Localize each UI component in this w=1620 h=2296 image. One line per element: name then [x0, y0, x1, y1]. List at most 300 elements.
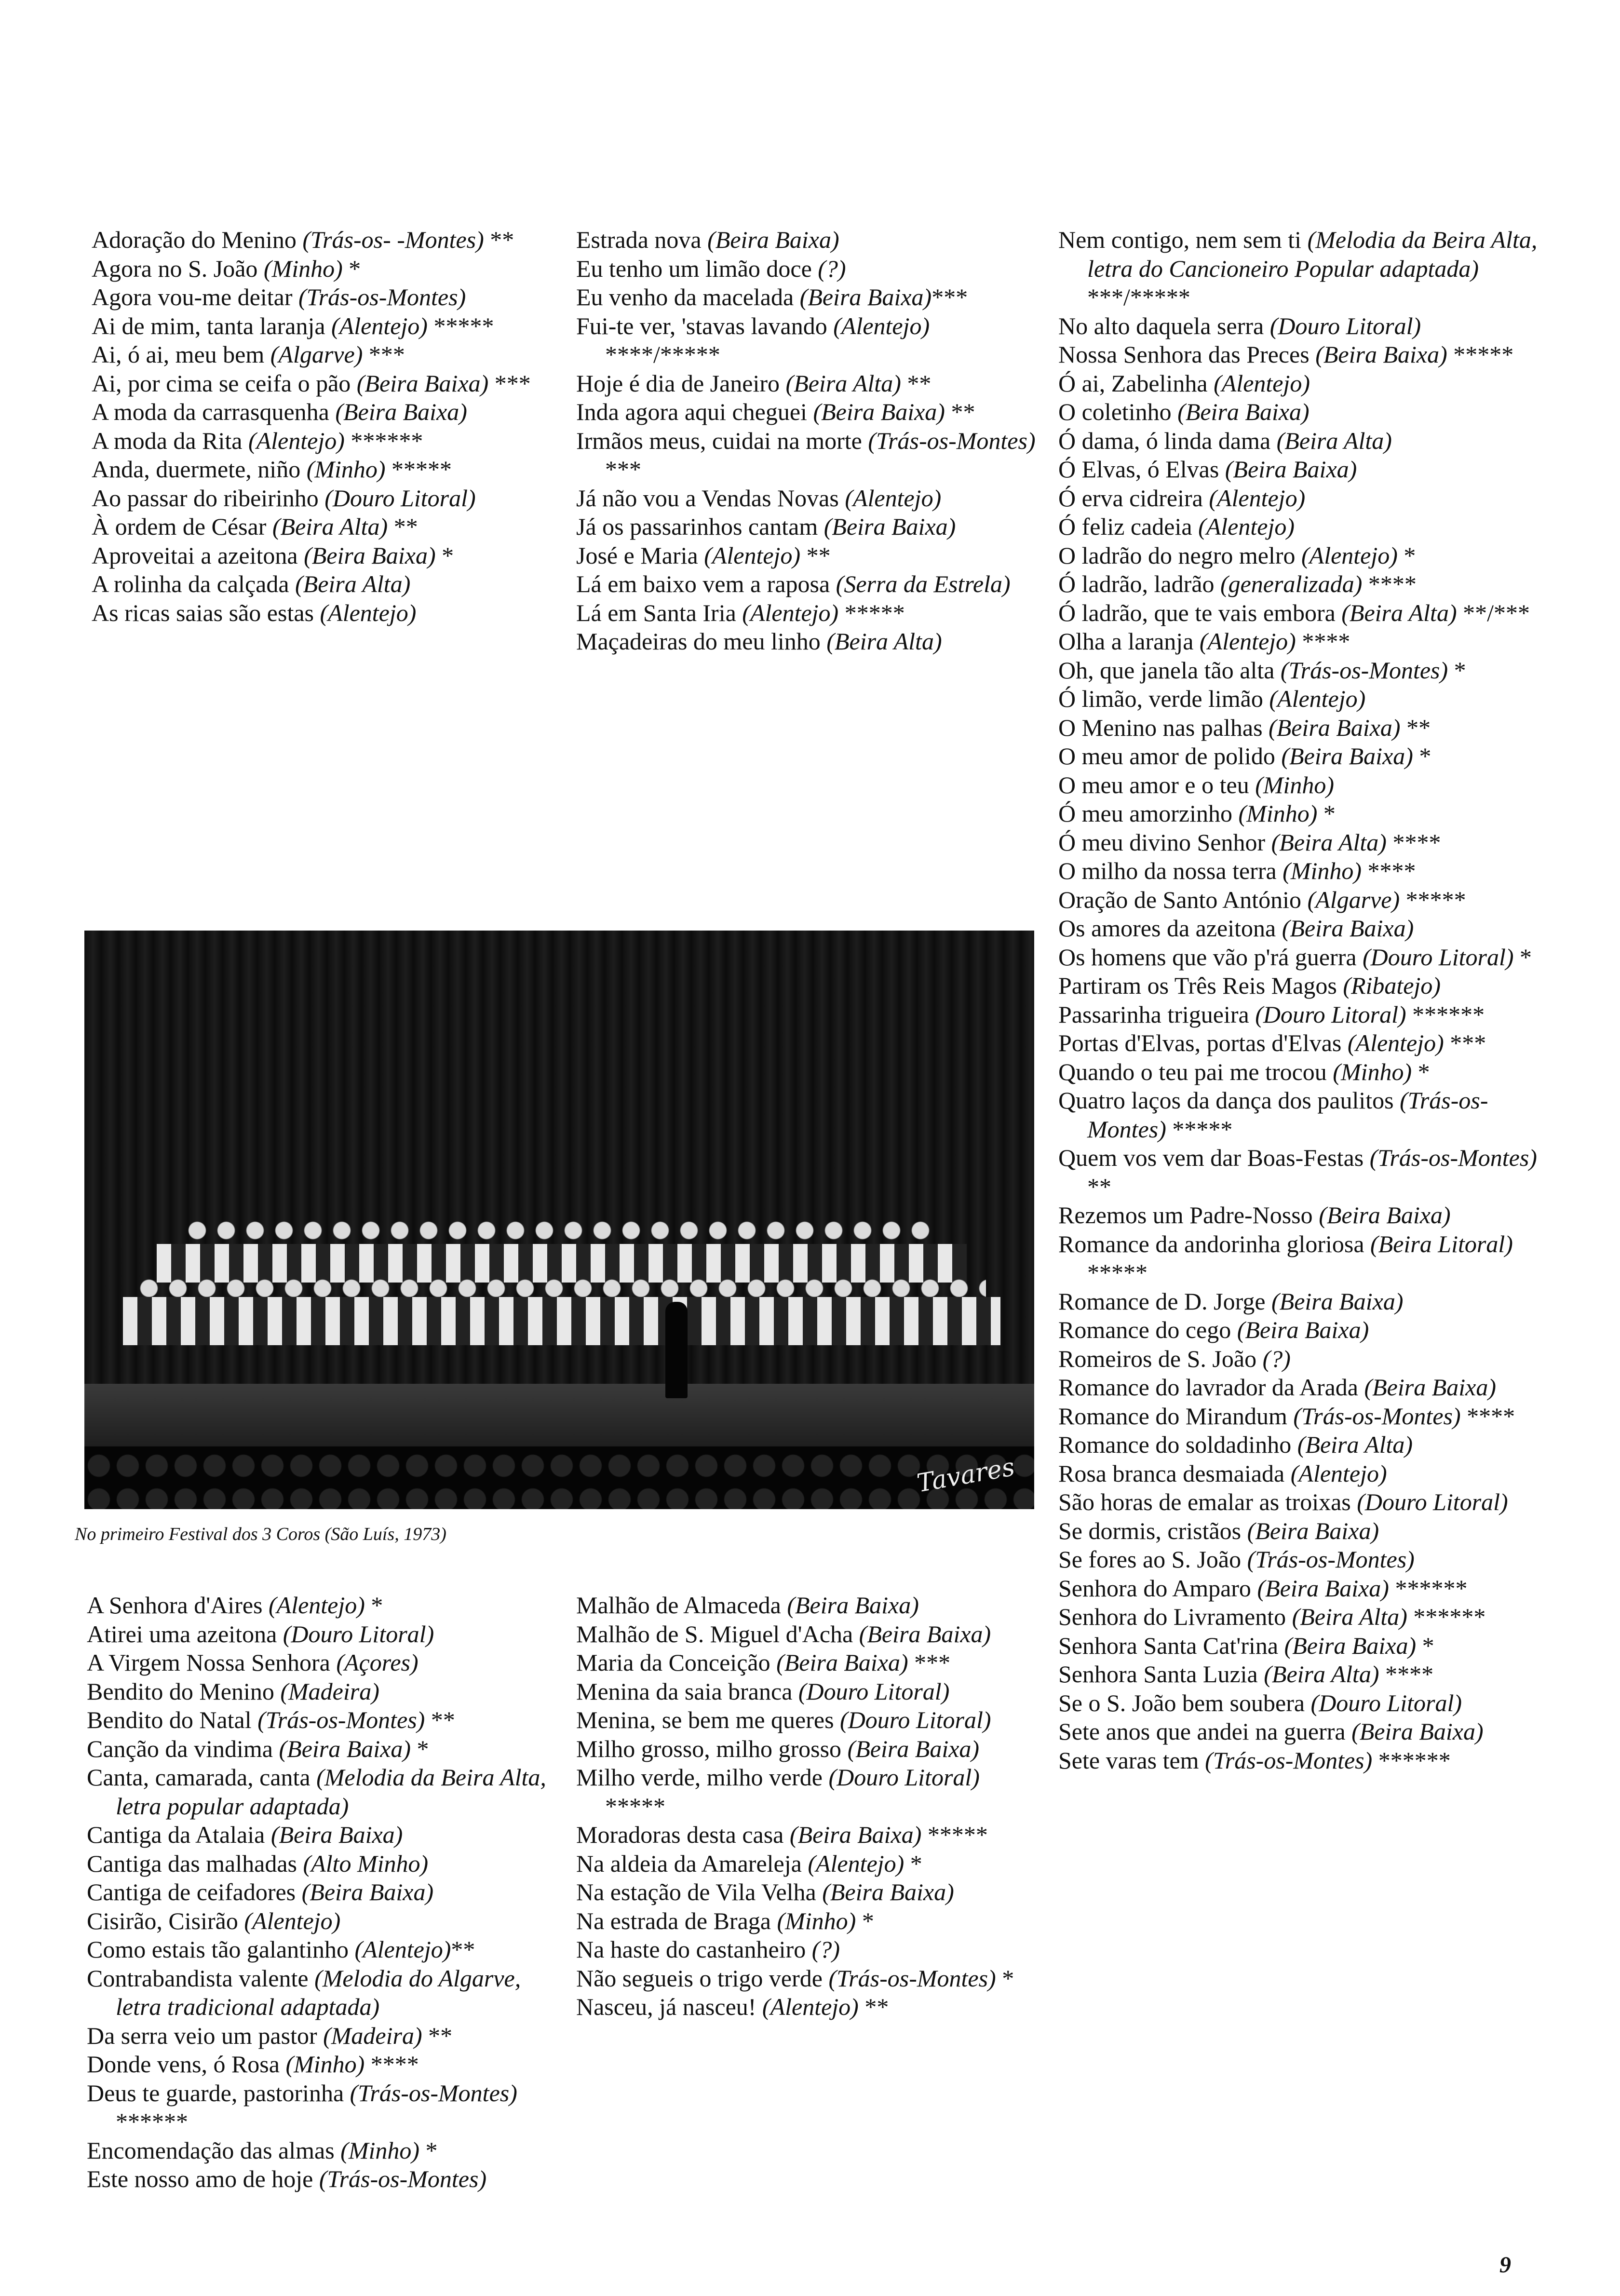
song-title: À ordem de César: [92, 513, 272, 540]
song-entry: [92, 283, 554, 312]
song-region: (Douro Litoral): [828, 1764, 980, 1791]
song-region: (Douro Litoral): [1363, 943, 1514, 971]
song-title: Cantiga das malhadas: [87, 1850, 303, 1877]
song-rating-mark: **: [1087, 1144, 1543, 1200]
song-region: (Beira Alta): [1276, 427, 1392, 454]
song-entry: [576, 427, 1042, 484]
song-entry: [1058, 1632, 1540, 1661]
song-title: Os amores da azeitona: [1058, 915, 1282, 942]
song-title: Senhora Santa Cat'rina: [1058, 1632, 1284, 1659]
song-entry: [1058, 799, 1540, 828]
song-title: Da serra veio um pastor: [87, 2022, 324, 2049]
choir-front-row: [123, 1297, 1000, 1345]
song-title: Ó erva cidreira: [1058, 484, 1209, 512]
song-rating-mark: ****: [1362, 570, 1417, 597]
song-region: (Douro Litoral): [798, 1677, 950, 1705]
song-title: Não segueis o trigo verde: [576, 1964, 829, 1992]
song-title: O milho da nossa terra: [1058, 857, 1283, 884]
song-title: Este nosso amo de hoje: [87, 2165, 319, 2192]
song-entry: [87, 2136, 559, 2165]
song-region: (Alentejo): [248, 427, 345, 454]
song-region: (Melodia da Beira Alta, letra do Cancioneiro Popular adaptada): [1087, 226, 1543, 282]
song-entry: [1058, 1316, 1540, 1345]
song-entry: [1058, 1746, 1540, 1775]
song-region: (Alentejo): [833, 312, 930, 339]
song-title: A moda da carrasquenha: [92, 398, 336, 425]
song-entry: [1058, 1058, 1540, 1087]
song-entry: [576, 484, 1039, 513]
song-entry: [1058, 570, 1540, 599]
song-entry: [1058, 857, 1540, 886]
song-entry: [576, 627, 1039, 656]
song-region: (Douro Litoral): [840, 1706, 991, 1733]
song-region: (Alentejo): [742, 599, 839, 626]
song-title: Na haste do castanheiro: [576, 1936, 812, 1963]
song-rating-mark: *****: [1400, 886, 1466, 913]
song-title: Quando o teu pai me trocou: [1058, 1058, 1333, 1085]
song-rating-mark: **: [1400, 714, 1431, 741]
song-rating-mark: ***: [488, 369, 531, 397]
song-entry: [92, 340, 554, 369]
song-title: Romance do soldadinho: [1058, 1431, 1297, 1458]
song-region: (Beira Alta): [1297, 1431, 1413, 1458]
song-title: Canção da vindima: [87, 1735, 279, 1762]
song-entry: [576, 283, 1039, 312]
song-entry: [1058, 771, 1540, 800]
song-rating-mark: *: [411, 1735, 429, 1762]
song-region: (Alentejo): [1347, 1029, 1444, 1056]
song-region: (?): [818, 255, 846, 282]
song-region: (Beira Baixa): [813, 398, 945, 425]
song-entry: [1058, 886, 1540, 915]
song-region: (Melodia da Beira Alta, letra popular adaptada): [116, 1764, 553, 1820]
song-entry: [576, 1850, 1039, 1878]
song-region: (Trás-os-Montes): [1247, 1546, 1415, 1573]
song-title: Romance da andorinha gloriosa: [1058, 1230, 1371, 1257]
song-entry: [87, 1648, 559, 1677]
song-entry: [87, 1591, 559, 1620]
song-title: No alto daquela serra: [1058, 312, 1270, 339]
song-region: (Beira Baixa): [824, 513, 956, 540]
song-rating-mark: ****: [364, 2051, 419, 2078]
song-entry: [87, 1878, 559, 1907]
song-entry: [1058, 541, 1540, 570]
song-region: (Trás-os-Montes): [1087, 1087, 1488, 1143]
song-title: Bendito do Menino: [87, 1677, 281, 1705]
song-title: Ai, por cima se ceifa o pão: [92, 369, 357, 397]
song-region: (Algarve): [1307, 886, 1400, 913]
song-entry: [576, 541, 1039, 570]
song-title: Se dormis, cristãos: [1058, 1517, 1247, 1544]
song-entry: [1058, 1488, 1540, 1517]
song-entry: [576, 1591, 1039, 1620]
song-region: (generalizada): [1220, 570, 1363, 597]
song-region: (Minho): [263, 255, 343, 282]
song-entry: [92, 398, 554, 427]
song-rating-mark: *****: [385, 456, 452, 483]
song-entry: [1058, 1029, 1540, 1058]
song-region: (Alto Minho): [303, 1850, 429, 1877]
song-title: Irmãos meus, cuidai na morte: [576, 427, 868, 454]
song-title: Contrabandista valente: [87, 1964, 315, 1992]
song-region: (Beira Baixa): [1177, 398, 1310, 425]
song-entry: [87, 2022, 559, 2051]
song-entry: [576, 570, 1039, 599]
song-region: (Melodia do Algarve, letra tradicional adaptada): [116, 1964, 527, 2020]
song-title: Oração de Santo António: [1058, 886, 1308, 913]
song-rating-mark: *: [364, 1592, 383, 1619]
song-title: Malhão de S. Miguel d'Acha: [576, 1620, 859, 1648]
song-region: (Alentejo): [1199, 628, 1296, 655]
song-entry: [92, 226, 554, 255]
song-entry: [1058, 1402, 1540, 1431]
song-title: Anda, duermete, niño: [92, 456, 307, 483]
song-rating-mark: *: [419, 2136, 438, 2164]
song-entry: [1058, 1717, 1540, 1746]
song-region: (Beira Baixa): [859, 1620, 991, 1648]
song-rating-mark: *: [1448, 656, 1466, 684]
song-region: (Beira Litoral): [1370, 1230, 1513, 1257]
song-region: (Alentejo): [808, 1850, 904, 1877]
song-region: (Minho): [285, 2051, 365, 2078]
song-rating-mark: ******: [1406, 1000, 1485, 1028]
song-region: (Alentejo): [704, 541, 801, 569]
song-entry: [1058, 914, 1540, 943]
song-title: Ó ai, Zabelinha: [1058, 369, 1214, 397]
song-region: (Beira Baixa): [1257, 1574, 1389, 1602]
song-rating-mark: *****: [605, 1764, 986, 1820]
song-entry: [1058, 1345, 1540, 1374]
song-rating-mark: *: [1513, 943, 1532, 971]
song-rating-mark: **: [451, 1936, 475, 1963]
song-region: (Beira Alta): [1292, 1603, 1407, 1630]
song-region: (Beira Baixa): [356, 369, 489, 397]
song-title: Romance de D. Jorge: [1058, 1287, 1272, 1315]
song-title: Sete anos que andei na guerra: [1058, 1718, 1352, 1745]
song-entry: [576, 255, 1039, 284]
song-title: A moda da Rita: [92, 427, 248, 454]
page-number: 9: [1499, 2252, 1511, 2278]
song-title: Rosa branca desmaiada: [1058, 1459, 1291, 1487]
song-entry: [1058, 1545, 1540, 1574]
song-rating-mark: **: [901, 369, 932, 397]
song-title: A Virgem Nossa Senhora: [87, 1649, 337, 1676]
song-region: (Trás-os- -Montes): [302, 226, 484, 253]
song-rating-mark: ****: [1379, 1661, 1434, 1688]
song-entry: [87, 1763, 559, 1821]
song-rating-mark: **/***: [1457, 599, 1530, 626]
song-entry: [576, 398, 1039, 427]
song-title: Deus te guarde, pastorinha: [87, 2079, 350, 2107]
song-title: O meu amor e o teu: [1058, 771, 1256, 798]
song-rating-mark: *****: [1447, 341, 1514, 368]
song-title: Se o S. João bem soubera: [1058, 1689, 1311, 1716]
song-region: (Alentejo): [1214, 369, 1310, 397]
song-rating-mark: **: [425, 1706, 455, 1733]
song-region: (Alentejo): [1269, 685, 1366, 712]
song-entry: [87, 1850, 559, 1878]
song-title: Partiram os Três Reis Magos: [1058, 972, 1343, 999]
song-entry: [1058, 369, 1540, 398]
song-entry: [1058, 943, 1540, 972]
song-region: (Alentejo): [762, 1993, 859, 2020]
song-title: Portas d'Elvas, portas d'Elvas: [1058, 1029, 1348, 1056]
song-title: Senhora Santa Luzia: [1058, 1661, 1264, 1688]
song-entry: [87, 1735, 559, 1764]
song-title: Ó meu amorzinho: [1058, 800, 1239, 827]
song-title: O ladrão do negro melro: [1058, 541, 1302, 569]
song-rating-mark: *: [1416, 1632, 1434, 1659]
song-region: (Trás-os-Montes): [1280, 656, 1448, 684]
photographer-signature: Tavares: [914, 1452, 1017, 1499]
song-entry: [576, 1648, 1039, 1677]
song-rating-mark: ***: [1444, 1029, 1486, 1056]
song-entry: [92, 570, 554, 599]
song-region: (Beira Baixa): [304, 541, 436, 569]
song-title: Na aldeia da Amareleja: [576, 1850, 808, 1877]
song-region: (Beira Baixa): [1269, 714, 1401, 741]
song-region: (Douro Litoral): [1269, 312, 1421, 339]
song-title: A Senhora d'Aires: [87, 1592, 269, 1619]
song-region: (Alentejo): [244, 1907, 341, 1934]
song-rating-mark: ****/*****: [605, 312, 936, 368]
song-entry: [92, 255, 554, 284]
song-entry: [576, 1735, 1039, 1764]
song-region: (Beira Alta): [272, 513, 388, 540]
song-list-right: [1058, 226, 1543, 1775]
song-region: (Alentejo): [354, 1936, 451, 1963]
song-rating-mark: *****: [427, 312, 494, 339]
song-entry: [1058, 1201, 1540, 1230]
song-rating-mark: ******: [1407, 1603, 1486, 1630]
song-title: Romeiros de S. João: [1058, 1345, 1263, 1372]
song-entry: [87, 1620, 559, 1649]
song-entry: [576, 1993, 1039, 2022]
song-region: (Minho): [306, 456, 386, 483]
song-entry: [1058, 226, 1543, 312]
song-title: Ó ladrão, que te vais embora: [1058, 599, 1342, 626]
choir-back-row: [157, 1244, 967, 1283]
song-entry: [1058, 1086, 1540, 1144]
song-entry: [92, 369, 554, 398]
song-list-top-left: [92, 226, 554, 627]
song-region: (Douro Litoral): [324, 484, 476, 512]
song-entry: [1058, 599, 1540, 628]
song-title: Encomendação das almas: [87, 2136, 341, 2164]
song-rating-mark: **: [388, 513, 418, 540]
song-entry: [1058, 714, 1540, 743]
song-region: (Trás-os-Montes): [1205, 1746, 1373, 1774]
song-entry: [576, 1620, 1039, 1649]
song-entry: [92, 541, 554, 570]
song-entry: [1058, 1000, 1540, 1029]
song-title: Rezemos um Padre-Nosso: [1058, 1202, 1319, 1229]
song-title: Ó limão, verde limão: [1058, 685, 1269, 712]
song-list-bottom-middle: [576, 1591, 1039, 2022]
song-title: Donde vens, ó Rosa: [87, 2051, 286, 2078]
song-title: Quem vos vem dar Boas-Festas: [1058, 1144, 1370, 1171]
song-title: Maçadeiras do meu linho: [576, 628, 827, 655]
song-entry: [1058, 1574, 1540, 1603]
song-region: (Trás-os-Montes): [257, 1706, 425, 1733]
choir-photo: [84, 931, 1034, 1509]
song-title: Já os passarinhos cantam: [576, 513, 824, 540]
song-rating-mark: *: [1317, 800, 1336, 827]
song-entry: [1058, 1144, 1543, 1201]
song-title: Malhão de Almaceda: [576, 1592, 787, 1619]
song-region: (Trás-os-Montes): [350, 2079, 517, 2107]
song-title: Senhora do Livramento: [1058, 1603, 1292, 1630]
song-region: (Trás-os-Montes): [828, 1964, 996, 1992]
song-entry: [1058, 627, 1540, 656]
song-title: Lá em Santa Iria: [576, 599, 742, 626]
song-entry: [92, 312, 554, 341]
song-title: Atirei uma azeitona: [87, 1620, 283, 1648]
song-region: (Beira Baixa): [270, 1821, 403, 1848]
song-region: (Beira Baixa): [1225, 456, 1357, 483]
song-region: (Trás-os-Montes): [1369, 1144, 1537, 1171]
song-title: Nossa Senhora das Preces: [1058, 341, 1316, 368]
song-entry: [576, 369, 1039, 398]
song-region: (Alentejo): [1301, 541, 1398, 569]
song-entry: [1058, 1287, 1540, 1316]
song-title: Milho grosso, milho grosso: [576, 1735, 848, 1762]
song-rating-mark: *: [435, 541, 454, 569]
song-region: (Beira Baixa): [822, 1878, 954, 1905]
choir-front-row-heads: [137, 1278, 986, 1299]
song-region: (Alentejo): [1198, 513, 1295, 540]
song-entry: [576, 599, 1039, 628]
song-title: Se fores ao S. João: [1058, 1546, 1247, 1573]
song-region: (Alentejo): [331, 312, 428, 339]
song-entry: [1058, 1230, 1540, 1287]
song-title: Fui-te ver, 'stavas lavando: [576, 312, 834, 339]
song-entry: [576, 1907, 1039, 1936]
song-region: (Alentejo): [1290, 1459, 1387, 1487]
stage-floor: [84, 1384, 1034, 1451]
song-title: Ó meu divino Senhor: [1058, 828, 1271, 856]
song-region: (Beira Baixa): [1237, 1316, 1369, 1343]
song-title: Ó Elvas, ó Elvas: [1058, 456, 1225, 483]
song-region: (Minho): [1238, 800, 1318, 827]
song-region: (Beira Baixa): [1315, 341, 1447, 368]
song-entry: [1058, 1373, 1540, 1402]
song-entry: [92, 599, 554, 628]
song-region: (?): [1262, 1345, 1291, 1372]
song-title: Ó dama, ó linda dama: [1058, 427, 1277, 454]
song-rating-mark: ******: [1389, 1574, 1468, 1602]
song-region: (Beira Alta): [1341, 599, 1457, 626]
photo-caption: No primeiro Festival dos 3 Coros (São Luís, 1973): [75, 1524, 446, 1544]
song-rating-mark: ***: [605, 427, 1042, 483]
song-title: Senhora do Amparo: [1058, 1574, 1257, 1602]
song-title: Ai, ó ai, meu bem: [92, 341, 270, 368]
song-entry: [576, 1964, 1039, 1993]
song-rating-mark: ****: [1460, 1402, 1515, 1430]
song-entry: [92, 427, 554, 456]
song-entry: [576, 1677, 1039, 1706]
song-entry: [92, 513, 554, 541]
song-rating-mark: ***: [363, 341, 405, 368]
song-title: São horas de emalar as troixas: [1058, 1488, 1357, 1515]
song-entry: [87, 1935, 559, 1964]
song-entry: [576, 226, 1039, 255]
song-title: Na estação de Vila Velha: [576, 1878, 823, 1905]
song-title: As ricas saias são estas: [92, 599, 320, 626]
song-title: Menina, se bem me queres: [576, 1706, 840, 1733]
song-title: Olha a laranja: [1058, 628, 1200, 655]
song-title: Inda agora aqui cheguei: [576, 398, 813, 425]
song-entry: [87, 1677, 559, 1706]
song-rating-mark: **: [484, 226, 514, 253]
song-region: (Açores): [336, 1649, 418, 1676]
song-region: (Beira Baixa): [789, 1821, 922, 1848]
song-region: (Alentejo): [269, 1592, 365, 1619]
song-region: (Madeira): [280, 1677, 379, 1705]
song-title: Nem contigo, nem sem ti: [1058, 226, 1308, 253]
song-rating-mark: *: [856, 1907, 874, 1934]
song-region: (Alentejo): [320, 599, 417, 626]
song-entry: [1058, 972, 1540, 1000]
song-rating-mark: ******: [1372, 1746, 1451, 1774]
song-region: (Minho): [340, 2136, 420, 2164]
song-rating-mark: *: [1397, 541, 1416, 569]
song-entry: [1058, 742, 1540, 771]
song-title: Eu venho da macelada: [576, 284, 800, 311]
song-title: Lá em baixo vem a raposa: [576, 570, 836, 597]
song-rating-mark: *: [1412, 1058, 1430, 1085]
song-region: (Beira Baixa): [1284, 1632, 1417, 1659]
song-entry: [1058, 312, 1540, 341]
choir-back-row-heads: [186, 1220, 938, 1242]
song-entry: [87, 1706, 559, 1735]
song-entry: [1058, 828, 1540, 857]
song-region: (Minho): [777, 1907, 856, 1934]
song-rating-mark: *****: [921, 1821, 988, 1848]
song-region: (Beira Baixa): [707, 226, 839, 253]
song-entry: [1058, 427, 1540, 456]
song-region: (Beira Baixa): [1364, 1374, 1496, 1401]
song-title: Adoração do Menino: [92, 226, 303, 253]
song-title: Passarinha trigueira: [1058, 1000, 1256, 1028]
song-entry: [87, 2165, 559, 2194]
song-rating-mark: **: [422, 2022, 453, 2049]
song-region: (?): [811, 1936, 840, 1963]
song-title: Romance do lavrador da Arada: [1058, 1374, 1364, 1401]
song-entry: [1058, 656, 1540, 685]
song-region: (Ribatejo): [1343, 972, 1441, 999]
song-entry: [87, 2079, 559, 2136]
song-rating-mark: *****: [838, 599, 905, 626]
song-title: Como estais tão galantinho: [87, 1936, 355, 1963]
song-entry: [1058, 1431, 1540, 1459]
song-entry: [1058, 398, 1540, 427]
song-title: Maria da Conceição: [576, 1649, 777, 1676]
song-title: Canta, camarada, canta: [87, 1764, 317, 1791]
song-entry: [87, 1907, 559, 1936]
song-entry: [576, 513, 1039, 541]
song-region: (Beira Alta): [295, 570, 411, 597]
song-region: (Beira Baixa): [799, 284, 932, 311]
song-entry: [1058, 455, 1540, 484]
song-region: (Beira Baixa): [335, 398, 467, 425]
song-title: Romance do Mirandum: [1058, 1402, 1294, 1430]
song-region: (Beira Baixa): [787, 1592, 919, 1619]
song-region: (Minho): [1282, 857, 1362, 884]
song-rating-mark: *: [904, 1850, 922, 1877]
song-region: (Beira Alta): [826, 628, 942, 655]
song-rating-mark: ****: [1386, 828, 1441, 856]
